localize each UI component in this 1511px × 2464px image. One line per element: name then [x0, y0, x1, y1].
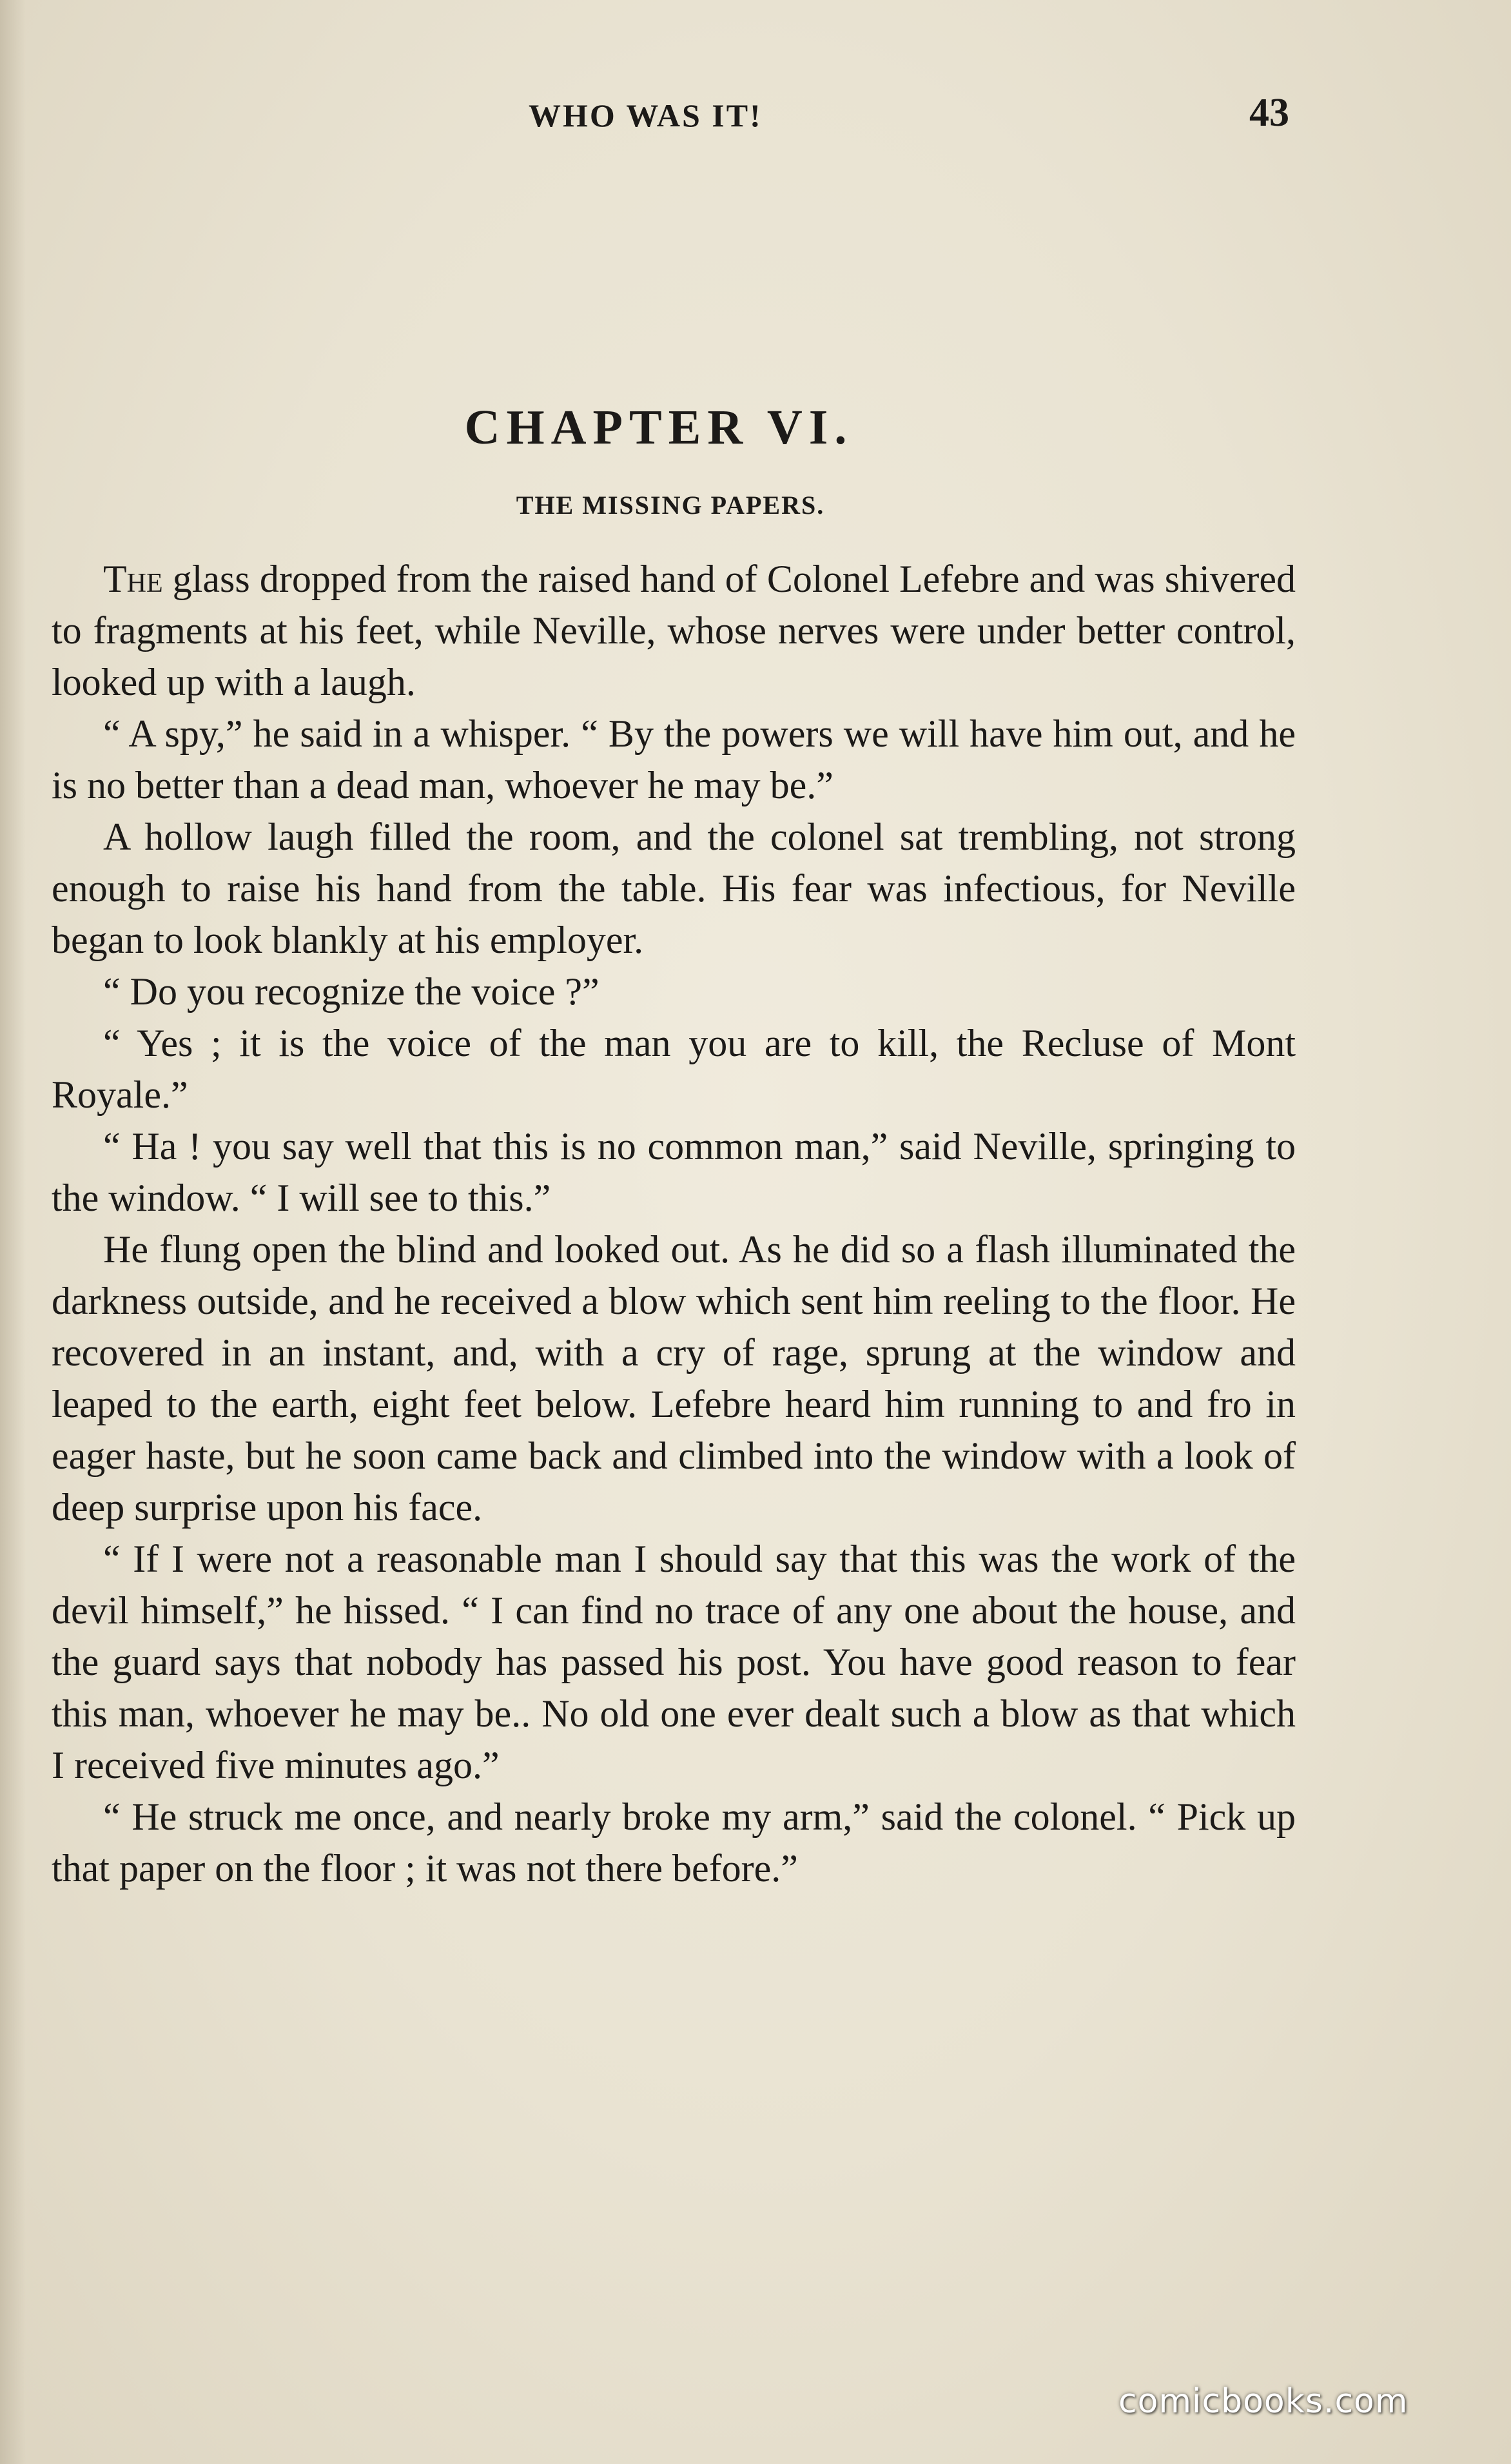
- running-head: [0, 90, 1511, 135]
- paragraph-lead: The: [103, 558, 163, 600]
- paragraph-text: “ Ha ! you say well that this is no common man,” said Neville, springing to the window. “ I will see to this.”: [52, 1125, 1296, 1219]
- paragraph: [52, 966, 1296, 1017]
- paragraph-text: He flung open the blind and looked out. As he did so a flash illuminated the darkness outside, and he received a blow which sent him reeling to the floor. He recovered in an instant, and, with a cry of rage, sprung at the window and leaped to the earth, eight feet below. Lefebre heard him running to and fro in eager haste, but he soon came back and climbed into the window with a look of deep surprise upon his face.: [52, 1228, 1296, 1529]
- paragraph-text: “ Do you recognize the voice ?”: [103, 970, 600, 1013]
- paragraph: [52, 553, 1296, 708]
- paragraph-text: A hollow laugh filled the room, and the colonel sat trembling, not strong enough to raise his hand from the table. His fear was infectious, for Neville began to look blankly at his employer.: [52, 816, 1296, 961]
- page-edge-shadow: [0, 0, 26, 2464]
- paragraph-text: glass dropped from the raised hand of Colonel Lefebre and was shivered to fragments at his feet, while Neville, whose nerves were under better control, looked up with a laugh.: [52, 558, 1296, 703]
- paragraph-text: “ Yes ; it is the voice of the man you are to kill, the Recluse of Mont Royale.”: [52, 1022, 1296, 1116]
- paragraph: [52, 1224, 1296, 1533]
- paragraph: [52, 811, 1296, 966]
- chapter-subtitle: THE MISSING PAPERS.: [516, 491, 825, 520]
- paragraph: [52, 1791, 1296, 1894]
- watermark: comicbooks.com: [1118, 2382, 1409, 2421]
- paragraph: [52, 1017, 1296, 1120]
- paragraph-text: “ He struck me once, and nearly broke my arm,” said the colonel. “ Pick up that paper on the floor ; it was not there before.”: [52, 1795, 1296, 1890]
- running-title: WHO WAS IT!: [529, 97, 763, 133]
- paragraph: [52, 1120, 1296, 1224]
- paragraph-text: “ A spy,” he said in a whisper. “ By the powers we will have him out, and he is no better than a dead man, whoever he may be.”: [52, 712, 1296, 807]
- page-number: 43: [1249, 91, 1289, 135]
- paragraph: [52, 708, 1296, 811]
- paragraph: [52, 1533, 1296, 1791]
- body-text: [52, 553, 1296, 1894]
- chapter-title: CHAPTER VI.: [464, 400, 853, 455]
- paragraph-text: “ If I were not a reasonable man I should say that this was the work of the devil himself,” he hissed. “ I can find no trace of any one about the house, and the guard says that nobody has passed his post. You have good reason to fear this man, whoever he may be.. No old one ever dealt such a blow as that which I received five minutes ago.”: [52, 1538, 1296, 1786]
